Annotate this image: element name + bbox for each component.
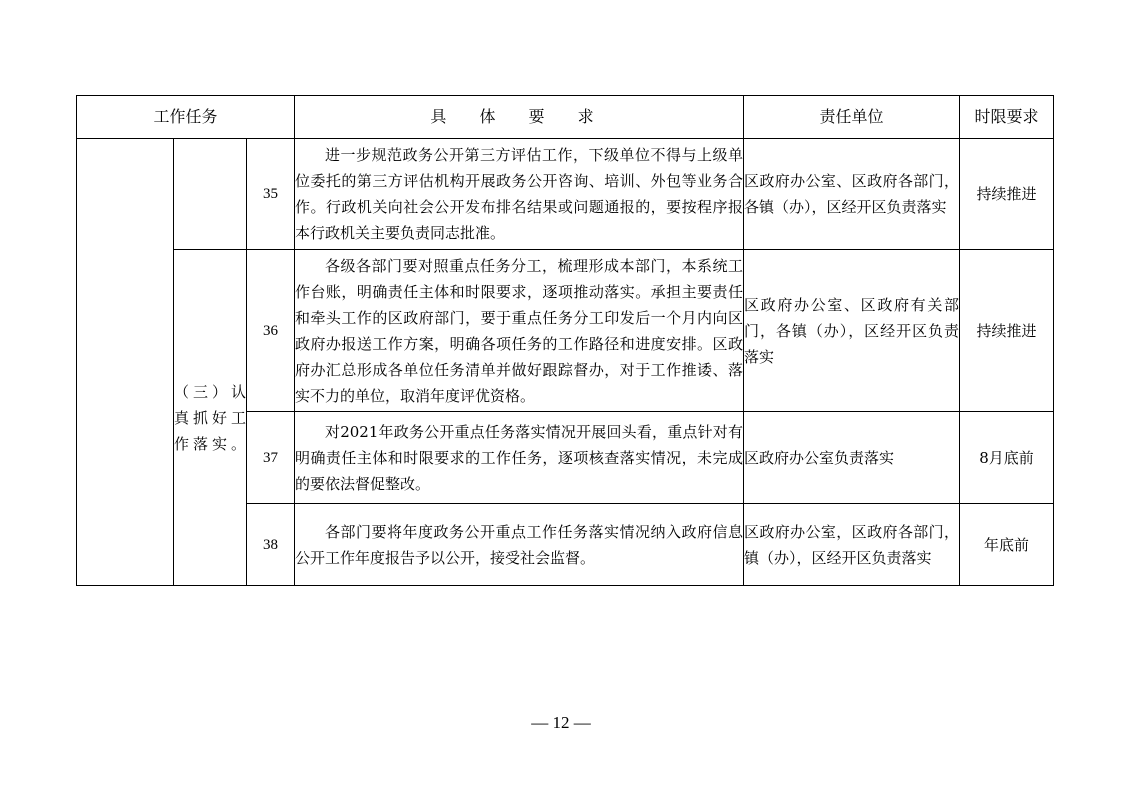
row-time: 年底前 — [960, 504, 1054, 586]
header-time: 时限要求 — [960, 96, 1054, 139]
header-task: 工作任务 — [77, 96, 295, 139]
blank-category-cell — [77, 139, 174, 586]
table-header-row — [77, 96, 1054, 139]
row-requirement: 各部门要将年度政务公开重点工作任务落实情况纳入政府信息公开工作年度报告予以公开，接受社会监督。 — [295, 504, 744, 586]
row-unit: 区政府办公室、区政府各部门，各镇（办），区经开区负责落实 — [744, 139, 960, 250]
row-requirement: 各级各部门要对照重点任务分工，梳理形成本部门，本系统工作台账，明确责任主体和时限要求，逐项推动落实。承担主要责任和牵头工作的区政府部门，要于重点任务分工印发后一个月内向区政府办报送工作方案，明确各项任务的工作路径和进度安排。区政府办汇总形成各单位任务清单并做好跟踪督办，对于工作推诿、落实不力的单位，取消年度评优资格。 — [295, 250, 744, 412]
task-table — [76, 95, 1054, 586]
row-time: 8月底前 — [960, 412, 1054, 504]
page-number: — 12 — — [531, 713, 591, 732]
row-requirement: 对2021年政务公开重点任务落实情况开展回头看，重点针对有明确责任主体和时限要求的工作任务，逐项核查落实情况，未完成的要依法督促整改。 — [295, 412, 744, 504]
row-requirement: 进一步规范政务公开第三方评估工作，下级单位不得与上级单位委托的第三方评估机构开展政务公开咨询、培训、外包等业务合作。行政机关向社会公开发布排名结果或问题通报的，要按程序报本行政机关主要负责同志批准。 — [295, 139, 744, 250]
header-requirement: 具 体 要 求 — [295, 96, 744, 139]
row-number: 35 — [247, 139, 295, 250]
table-row — [77, 139, 1054, 250]
row-number: 37 — [247, 412, 295, 504]
row-number: 36 — [247, 250, 295, 412]
row-unit: 区政府办公室，区政府各部门，镇（办），区经开区负责落实 — [744, 504, 960, 586]
row-time: 持续推进 — [960, 250, 1054, 412]
row-time: 持续推进 — [960, 139, 1054, 250]
header-unit: 责任单位 — [744, 96, 960, 139]
blank-subcategory-cell — [174, 139, 247, 250]
table-row — [77, 250, 1054, 412]
row-number: 38 — [247, 504, 295, 586]
row-unit: 区政府办公室、区政府有关部门，各镇（办），区经开区负责落实 — [744, 250, 960, 412]
row-unit: 区政府办公室负责落实 — [744, 412, 960, 504]
category-cell: （三）认真抓好工作落实。 — [174, 250, 247, 586]
